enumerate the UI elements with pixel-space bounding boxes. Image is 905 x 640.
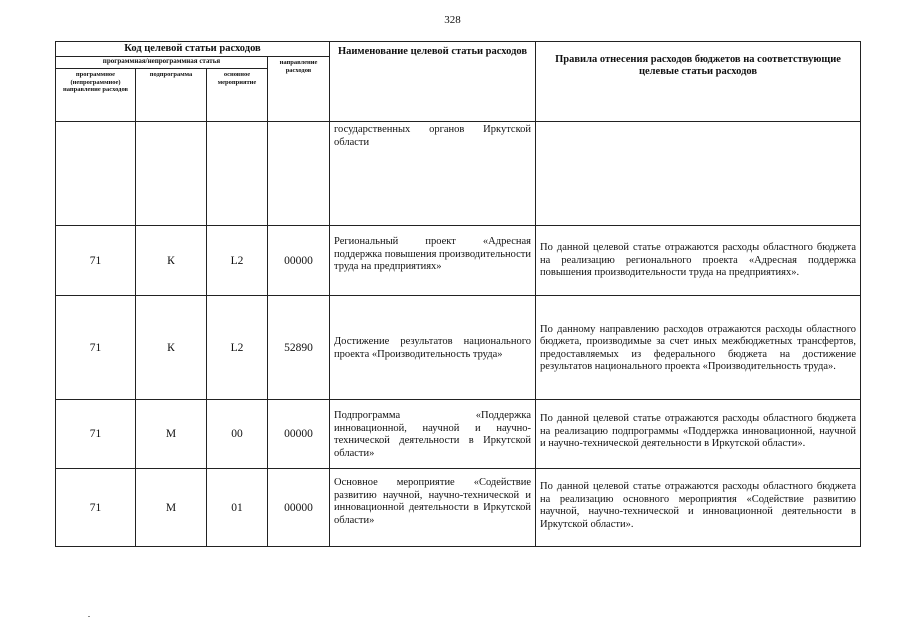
header-code-title: Код целевой статьи расходов: [56, 42, 330, 57]
cell-rule: По данной целевой статье отражаются расходы областного бюджета на реализацию подпрограммы «Поддержка инновационной, научной и научно-технической деятельности в Иркутской области».: [536, 400, 861, 469]
cell-program: 71: [56, 226, 136, 296]
cell-program: 71: [56, 400, 136, 469]
cell-program: 71: [56, 296, 136, 400]
cell-program: [56, 122, 136, 226]
header-direction: направление расходов: [268, 57, 330, 122]
cell-name: Региональный проект «Адресная поддержка повышения производительности труда на предприятиях»: [330, 226, 536, 296]
cell-subprogram: М: [136, 400, 207, 469]
cell-event: [207, 122, 268, 226]
cell-name: Основное мероприятие «Содействие развитию научной, научно-технической и инновационной деятельности в Иркутской области»: [330, 469, 536, 547]
page-number: 328: [444, 14, 461, 26]
cell-event: 01: [207, 469, 268, 547]
table-row: [56, 400, 861, 469]
cell-name: Достижение результатов национального проекта «Производительность труда»: [330, 296, 536, 400]
cell-program: 71: [56, 469, 136, 547]
table-row: [56, 122, 861, 226]
cell-name: государственных органов Иркутской области: [330, 122, 536, 226]
cell-rule: По данной целевой статье отражаются расходы областного бюджета на реализацию основного мероприятия «Содействие развитию научной, научно-технической и инновационной деятельности в Иркутской области».: [536, 469, 861, 547]
cell-direction: 00000: [268, 400, 330, 469]
header-program: программное (непрограммное) направление расходов: [56, 69, 136, 122]
header-row-1: [56, 42, 861, 57]
header-subprogram: подпрограмма: [136, 69, 207, 122]
header-main-event: основное мероприятие: [207, 69, 268, 122]
cell-event: 00: [207, 400, 268, 469]
budget-classification-table: [55, 41, 861, 547]
cell-subprogram: К: [136, 296, 207, 400]
cell-direction: [268, 122, 330, 226]
header-rules: Правила отнесения расходов бюджетов на соответствующие целевые статьи расходов: [536, 42, 861, 122]
header-name: Наименование целевой статьи расходов: [330, 42, 536, 122]
cell-event: L2: [207, 226, 268, 296]
cell-subprogram: М: [136, 469, 207, 547]
cell-rule: По данной целевой статье отражаются расходы областного бюджета на реализацию регионального проекта «Адресная поддержка повышения производительности труда на предприятиях».: [536, 226, 861, 296]
cell-subprogram: К: [136, 226, 207, 296]
table-row: [56, 469, 861, 547]
cell-rule: [536, 122, 861, 226]
cell-direction: 00000: [268, 469, 330, 547]
scan-speck: [88, 616, 90, 617]
cell-event: L2: [207, 296, 268, 400]
cell-rule: По данному направлению расходов отражаются расходы областного бюджета, производимые за счет иных межбюджетных трансфертов, предоставляемых из федерального бюджета на достижение результатов национального проекта «Производительность труда».: [536, 296, 861, 400]
cell-direction: 52890: [268, 296, 330, 400]
cell-direction: 00000: [268, 226, 330, 296]
header-program-group: программная/непрограммная статья: [56, 57, 268, 69]
cell-subprogram: [136, 122, 207, 226]
table-row: [56, 296, 861, 400]
table-row: [56, 226, 861, 296]
cell-name: Подпрограмма «Поддержка инновационной, научной и научно-технической деятельности в Иркутской области»: [330, 400, 536, 469]
